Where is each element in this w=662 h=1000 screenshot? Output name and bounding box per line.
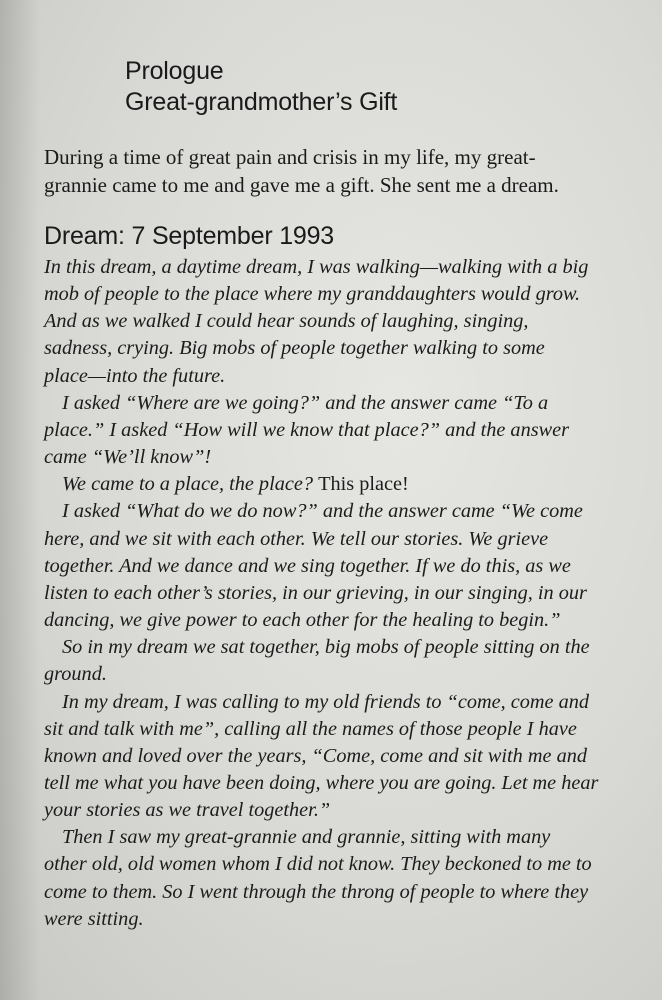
text-line: came “We’ll know”! — [44, 446, 212, 469]
text-line: And as we walked I could hear sounds of laughing, singing, — [44, 310, 529, 333]
text-line: Then I saw my great-grannie and grannie, sitting with many — [62, 826, 551, 849]
text-fragment: We came to a place, the place? — [62, 473, 313, 496]
text-line: together. And we dance and we sing together. If we do this, as we — [44, 554, 571, 577]
text-line: place.” I asked “How will we know that place?” and the answer — [44, 418, 570, 441]
intro-line: During a time of great pain and crisis in my life, my great- — [44, 145, 536, 169]
dream-text — [44, 254, 628, 933]
chapter-label: Prologue — [125, 57, 224, 85]
page-gutter-shadow — [0, 0, 40, 1000]
text-line: listen to each other’s stories, in our grieving, in our singing, in our — [44, 581, 587, 604]
text-line: place—into the future. — [44, 364, 226, 387]
text-line: mob of people to the place where my granddaughters would grow. — [44, 283, 581, 306]
chapter-heading — [125, 56, 605, 118]
text-line: I asked “Where are we going?” and the answer came “To a — [62, 391, 549, 414]
text-line: In this dream, a daytime dream, I was walking—walking with a big — [44, 256, 589, 278]
intro-line: grannie came to me and gave me a gift. She sent me a dream. — [44, 173, 559, 197]
text-line: known and loved over the years, “Come, come and sit with me and — [44, 744, 587, 767]
dream-heading: Dream: 7 September 1993 — [44, 222, 335, 250]
text-line: I asked “What do we do now?” and the answer came “We come — [62, 500, 583, 523]
intro-paragraph — [44, 143, 624, 199]
text-line: your stories as we travel together.” — [44, 799, 331, 822]
text-fragment-upright: This place! — [318, 473, 409, 496]
text-line: sadness, crying. Big mobs of people together walking to some — [44, 337, 545, 360]
text-line-mixed — [44, 471, 628, 498]
text-line: So in my dream we sat together, big mobs of people sitting on the — [62, 636, 590, 659]
text-line: dancing, we give power to each other for the healing to begin.” — [44, 609, 561, 632]
text-line: here, and we sit with each other. We tell our stories. We grieve — [44, 527, 549, 550]
text-line: come to them. So I went through the throng of people to where they — [44, 880, 589, 903]
text-line: ground. — [44, 663, 107, 686]
text-line: sit and talk with me”, calling all the names of those people I have — [44, 717, 577, 740]
text-line: In my dream, I was calling to my old friends to “come, come and — [62, 690, 590, 713]
text-line: tell me what you have been doing, where you are going. Let me hear — [44, 771, 599, 794]
text-line: were sitting. — [44, 907, 144, 930]
chapter-title: Great-grandmother’s Gift — [125, 88, 398, 116]
text-line: other old, old women whom I did not know. They beckoned to me to — [44, 853, 592, 876]
